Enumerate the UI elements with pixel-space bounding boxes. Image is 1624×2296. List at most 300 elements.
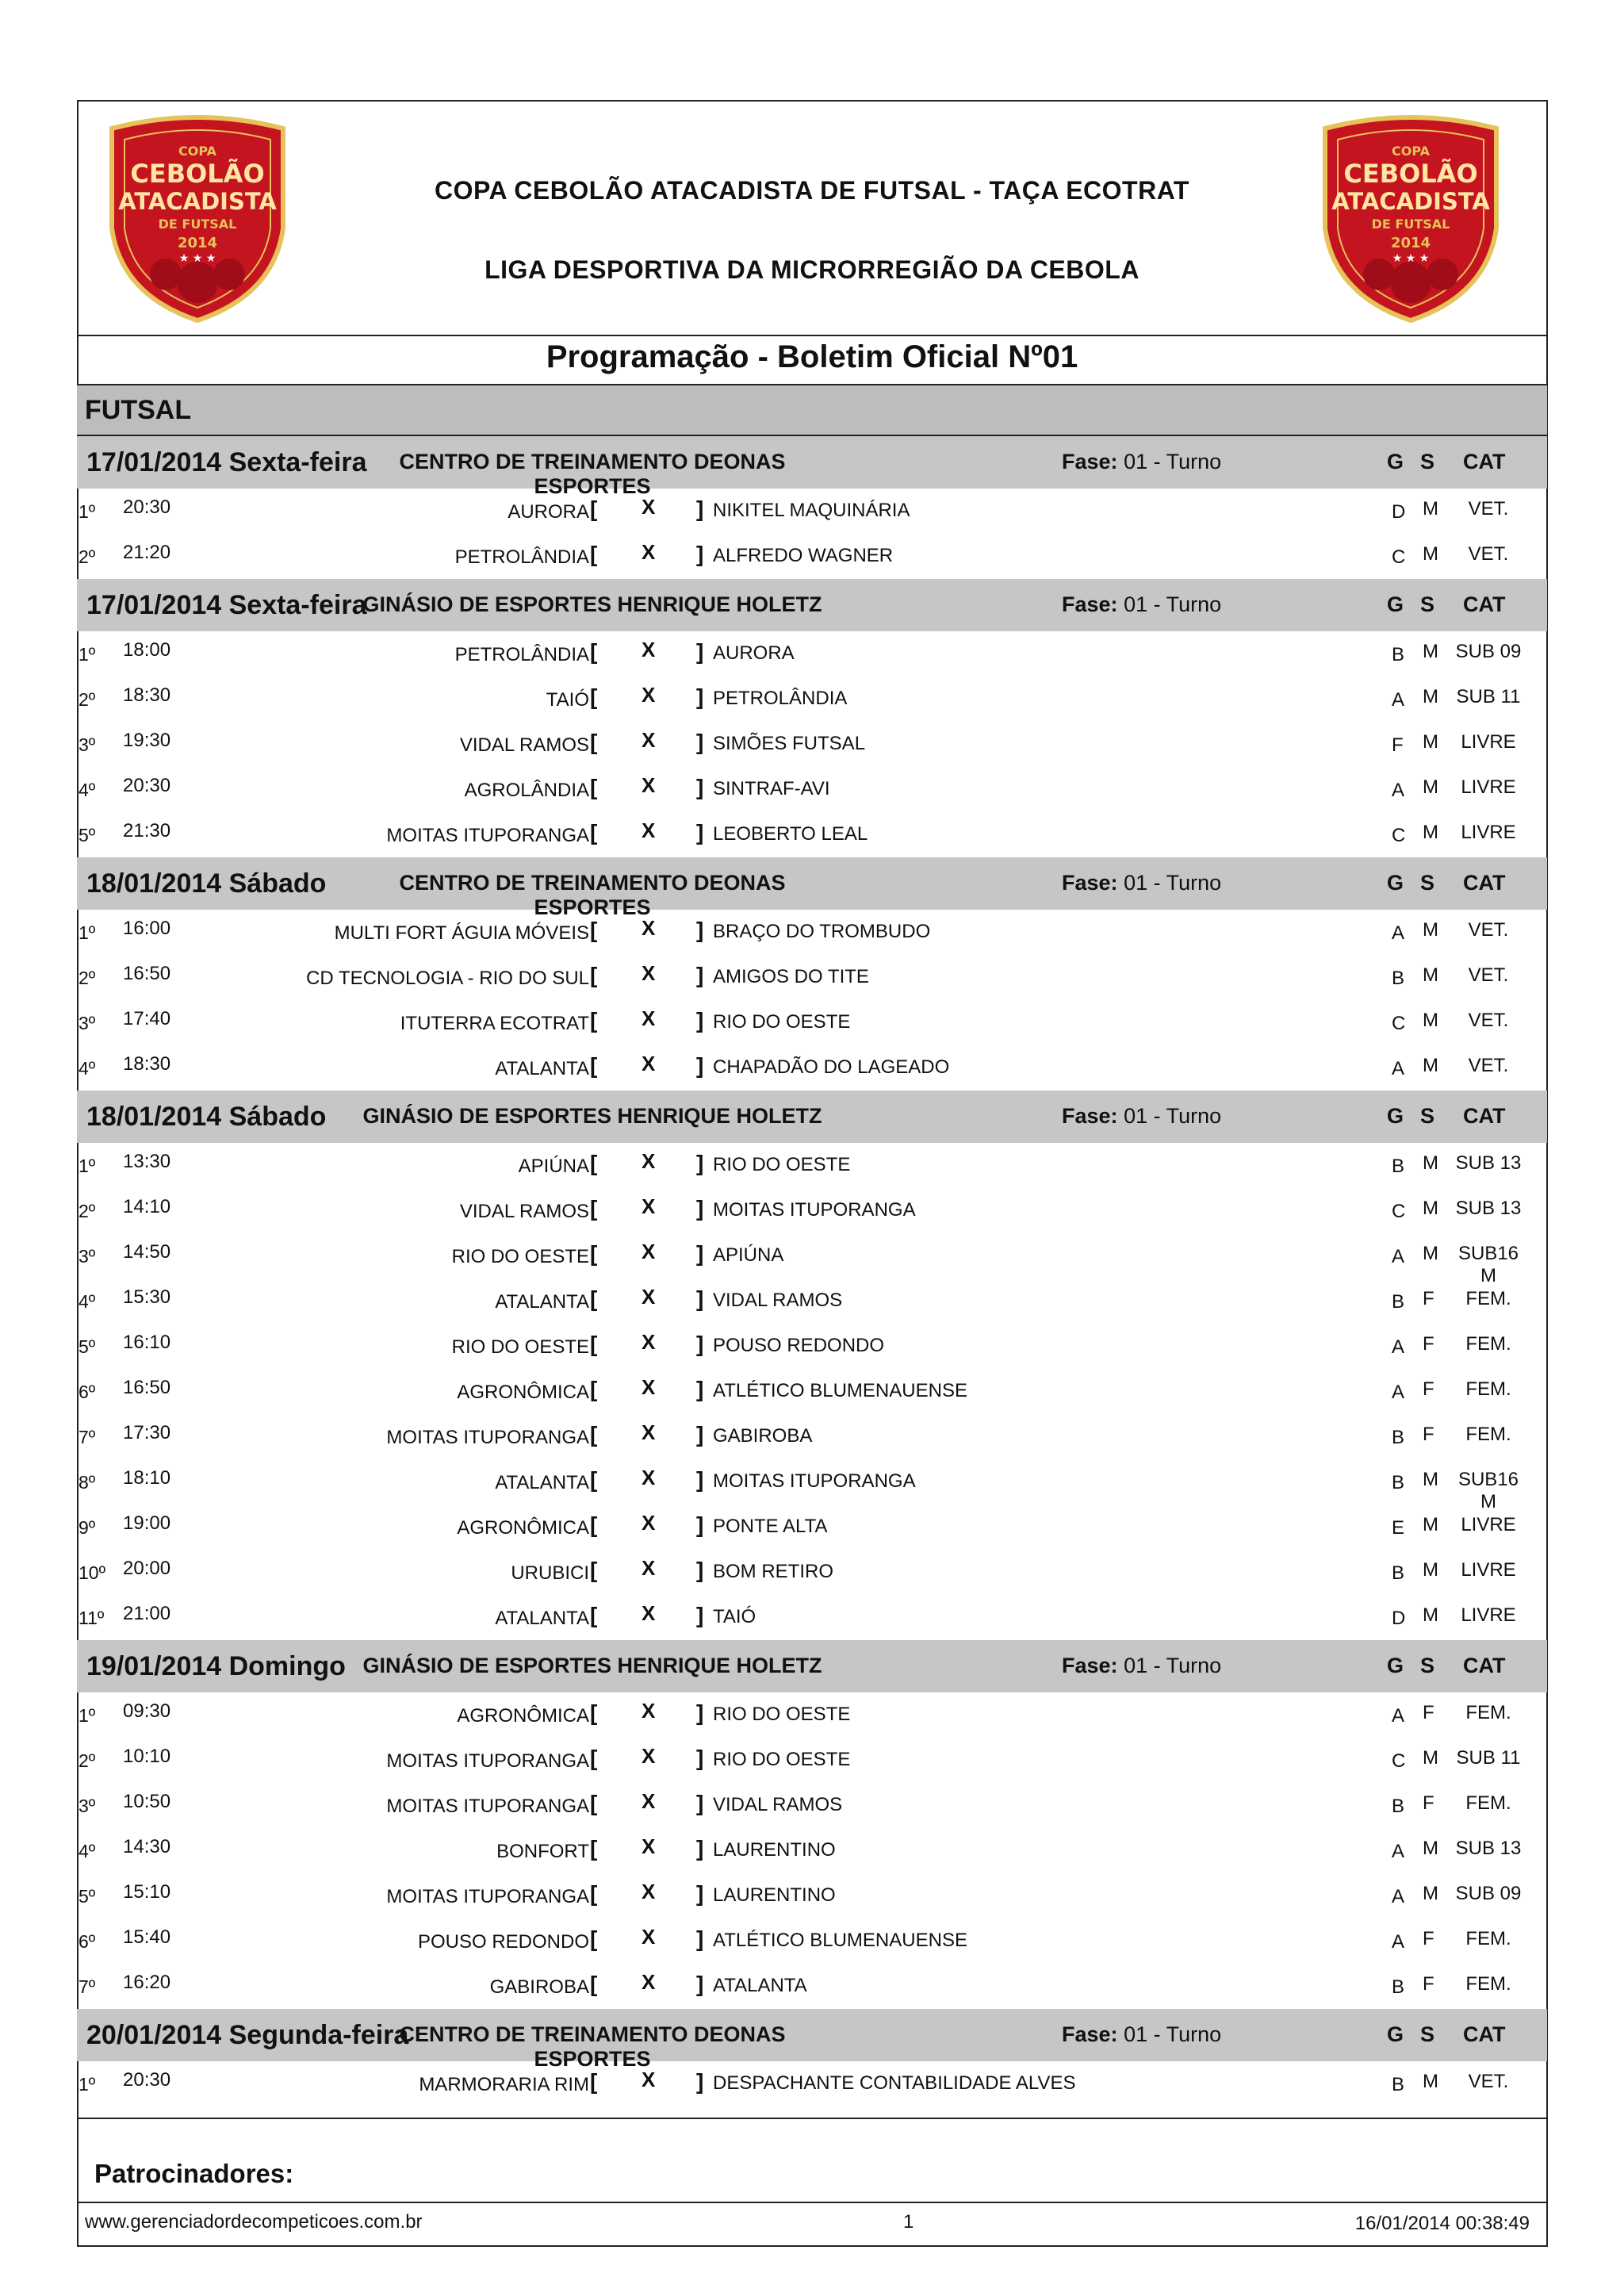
program-title-bar	[77, 336, 1547, 385]
game-time: 20:00	[123, 1558, 171, 1579]
competition-title: COPA CEBOLÃO ATACADISTA DE FUTSAL - TAÇA ECOTRAT	[435, 176, 1189, 205]
footer-url[interactable]: www.gerenciadordecompeticoes.com.br	[85, 2211, 423, 2233]
game-group: A	[1392, 1841, 1405, 1862]
away-team: RIO DO OESTE	[713, 1154, 851, 1175]
versus-mark: X	[642, 1149, 656, 1173]
game-category: FEM.	[1465, 1702, 1511, 1723]
game-sex: M	[1423, 1514, 1438, 1535]
game-row	[77, 1783, 1547, 1828]
away-team: AMIGOS DO TITE	[713, 966, 869, 987]
fase-label: Fase:	[1062, 1654, 1118, 1677]
day-section	[77, 579, 1547, 857]
game-number: 5º	[79, 1336, 96, 1357]
fase-label: Fase:	[1062, 2022, 1118, 2046]
game-number: 5º	[79, 1886, 96, 1907]
versus-mark: X	[642, 1744, 656, 1768]
score-bracket-close: ]	[696, 1512, 704, 1537]
footer	[77, 2202, 1547, 2246]
home-team: APIÚNA	[518, 1156, 589, 1177]
away-team: RIO DO OESTE	[713, 1749, 851, 1770]
versus-mark: X	[642, 773, 656, 797]
fase-label: Fase:	[1062, 1104, 1118, 1128]
game-sex: M	[1423, 919, 1438, 941]
game-category: LIVRE	[1461, 731, 1516, 753]
fase-value: 01 - Turno	[1124, 2022, 1222, 2046]
versus-mark: X	[642, 961, 656, 985]
game-category: VET.	[1468, 919, 1509, 941]
score-bracket-close: ]	[696, 918, 704, 942]
home-team: MOITAS ITUPORANGA	[386, 1750, 589, 1772]
game-row	[77, 1459, 1547, 1512]
section-fase	[1062, 871, 1221, 895]
day-section	[77, 2009, 1547, 2106]
sponsors-label: Patrocinadores:	[94, 2159, 294, 2188]
sponsors-box	[77, 2118, 1547, 2203]
svg-text:DE FUTSAL: DE FUTSAL	[1371, 217, 1450, 232]
away-team: LAURENTINO	[713, 1884, 836, 1906]
game-row	[77, 955, 1547, 1000]
game-sex: M	[1423, 686, 1438, 707]
game-number: 1º	[79, 1705, 96, 1726]
versus-mark: X	[642, 1556, 656, 1580]
versus-mark: X	[642, 1052, 656, 1075]
home-team: AGROLÂNDIA	[464, 780, 589, 801]
section-venue: CENTRO DE TREINAMENTO DEONAS ESPORTES	[399, 450, 786, 498]
score-bracket-close: ]	[696, 1196, 704, 1221]
game-group: A	[1392, 1058, 1405, 1079]
page-number: 1	[903, 2211, 914, 2233]
away-team: SINTRAF-AVI	[713, 778, 830, 799]
score-bracket-close: ]	[696, 1972, 704, 1996]
game-number: 7º	[79, 1976, 96, 1997]
column-header-g: G	[1387, 871, 1404, 895]
score-bracket-close: ]	[696, 1926, 704, 1951]
game-row	[77, 1828, 1547, 1873]
home-team: CD TECNOLOGIA - RIO DO SUL	[306, 968, 589, 989]
game-sex: M	[1423, 1559, 1438, 1581]
copa-cebolao-logo	[1303, 111, 1519, 327]
game-group: B	[1392, 1472, 1405, 1493]
game-sex: M	[1423, 1243, 1438, 1264]
section-date: 18/01/2014 Sábado	[86, 1102, 327, 1132]
away-team: RIO DO OESTE	[713, 1011, 851, 1033]
fase-value: 01 - Turno	[1124, 592, 1222, 616]
game-number: 11º	[79, 1608, 105, 1628]
game-row	[77, 1918, 1547, 1964]
score-bracket-close: ]	[696, 1422, 704, 1447]
versus-mark: X	[642, 1240, 656, 1263]
away-team: POUSO REDONDO	[713, 1335, 885, 1356]
game-category: FEM.	[1465, 1333, 1511, 1355]
game-row	[77, 1324, 1547, 1369]
versus-mark: X	[642, 1699, 656, 1723]
game-time: 20:30	[123, 496, 171, 518]
game-sex: M	[1423, 1010, 1438, 1031]
column-header-g: G	[1387, 592, 1404, 616]
home-team: ATALANTA	[495, 1472, 589, 1493]
game-sex: F	[1423, 1288, 1434, 1309]
column-header-g: G	[1387, 2022, 1404, 2046]
svg-text:2014: 2014	[1390, 235, 1431, 251]
section-venue: GINÁSIO DE ESPORTES HENRIQUE HOLETZ	[362, 592, 822, 616]
game-number: 1º	[79, 1156, 96, 1176]
away-team: GABIROBA	[713, 1425, 813, 1447]
score-bracket-open: [	[590, 1746, 598, 1770]
game-category: LIVRE	[1461, 1514, 1516, 1535]
modality-bar	[77, 385, 1547, 436]
game-sex: M	[1423, 822, 1438, 843]
score-bracket-open: [	[590, 1467, 598, 1492]
versus-mark: X	[642, 2068, 656, 2091]
away-team: ATALANTA	[713, 1975, 807, 1996]
away-team: PETROLÂNDIA	[713, 688, 848, 709]
game-time: 15:30	[123, 1286, 171, 1308]
game-category: LIVRE	[1461, 822, 1516, 843]
fase-value: 01 - Turno	[1124, 450, 1222, 473]
score-bracket-open: [	[590, 2069, 598, 2094]
score-bracket-close: ]	[696, 1467, 704, 1492]
column-header-cat: CAT	[1463, 450, 1506, 473]
game-row	[77, 1873, 1547, 1918]
section-date: 18/01/2014 Sábado	[86, 868, 327, 899]
home-team: MOITAS ITUPORANGA	[386, 825, 589, 846]
home-team: AGRONÔMICA	[457, 1382, 589, 1403]
game-category: FEM.	[1465, 1424, 1511, 1445]
game-row	[77, 1045, 1547, 1091]
score-bracket-close: ]	[696, 1241, 704, 1266]
score-bracket-open: [	[590, 1791, 598, 1815]
game-group: A	[1392, 1246, 1405, 1267]
game-group: D	[1392, 501, 1406, 523]
score-bracket-close: ]	[696, 1746, 704, 1770]
game-category: SUB16 M	[1457, 1469, 1519, 1512]
day-section	[77, 1640, 1547, 2009]
versus-mark: X	[642, 683, 656, 707]
svg-text:CEBOLÃO: CEBOLÃO	[130, 159, 265, 189]
game-time: 21:30	[123, 820, 171, 841]
score-bracket-open: [	[590, 918, 598, 942]
column-header-s: S	[1420, 871, 1435, 895]
score-bracket-close: ]	[696, 1332, 704, 1356]
game-sex: M	[1423, 1198, 1438, 1219]
game-number: 3º	[79, 734, 96, 755]
score-bracket-open: [	[590, 684, 598, 709]
score-bracket-open: [	[590, 1422, 598, 1447]
game-category: SUB 13	[1455, 1198, 1522, 1219]
game-sex: M	[1423, 641, 1438, 662]
home-team: URUBICI	[511, 1562, 589, 1584]
versus-mark: X	[642, 1834, 656, 1858]
game-time: 21:20	[123, 542, 171, 563]
score-bracket-open: [	[590, 639, 598, 664]
versus-mark: X	[642, 1006, 656, 1030]
copa-cebolao-logo	[90, 111, 305, 327]
game-sex: F	[1423, 1424, 1434, 1445]
score-bracket-open: [	[590, 1700, 598, 1725]
versus-mark: X	[642, 1970, 656, 1994]
score-bracket-open: [	[590, 1053, 598, 1078]
versus-mark: X	[642, 1511, 656, 1535]
game-group: C	[1392, 1750, 1406, 1772]
away-team: ALFREDO WAGNER	[713, 545, 894, 566]
away-team: PONTE ALTA	[713, 1516, 828, 1537]
game-time: 18:10	[123, 1467, 171, 1489]
home-team: GABIROBA	[489, 1976, 589, 1998]
game-category: FEM.	[1465, 1378, 1511, 1400]
game-category: SUB 11	[1456, 686, 1521, 707]
game-sex: M	[1423, 731, 1438, 753]
column-header-cat: CAT	[1463, 1654, 1506, 1677]
home-team: ATALANTA	[495, 1058, 589, 1079]
schedule-sections	[77, 436, 1547, 2106]
game-row	[77, 767, 1547, 812]
versus-mark: X	[642, 638, 656, 661]
game-time: 17:30	[123, 1422, 171, 1443]
game-time: 15:10	[123, 1881, 171, 1903]
game-row	[77, 1738, 1547, 1783]
game-row	[77, 1504, 1547, 1550]
game-number: 2º	[79, 1201, 96, 1221]
game-row	[77, 1000, 1547, 1045]
score-bracket-close: ]	[696, 1053, 704, 1078]
game-category: LIVRE	[1461, 1604, 1516, 1626]
away-team: VIDAL RAMOS	[713, 1794, 843, 1815]
game-category: VET.	[1468, 543, 1509, 565]
game-category: VET.	[1468, 1055, 1509, 1076]
score-bracket-close: ]	[696, 542, 704, 566]
game-time: 18:30	[123, 684, 171, 706]
game-group: A	[1392, 780, 1405, 801]
home-team: AGRONÔMICA	[457, 1517, 589, 1539]
game-row	[77, 631, 1547, 677]
score-bracket-open: [	[590, 1926, 598, 1951]
game-group: B	[1392, 1291, 1405, 1313]
section-fase	[1062, 592, 1221, 617]
score-bracket-close: ]	[696, 1603, 704, 1627]
column-header-cat: CAT	[1463, 2022, 1506, 2046]
home-team: MULTI FORT ÁGUIA MÓVEIS	[334, 922, 589, 944]
versus-mark: X	[642, 818, 656, 842]
versus-mark: X	[642, 1194, 656, 1218]
game-number: 8º	[79, 1472, 96, 1493]
home-team: VIDAL RAMOS	[459, 734, 589, 756]
home-team: ATALANTA	[495, 1291, 589, 1313]
column-header-cat: CAT	[1463, 1104, 1506, 1128]
svg-text:DE FUTSAL: DE FUTSAL	[158, 217, 237, 232]
game-number: 2º	[79, 968, 96, 988]
section-fase	[1062, 1654, 1221, 1678]
game-group: C	[1392, 1013, 1406, 1034]
home-team: PETROLÂNDIA	[454, 546, 589, 568]
game-number: 4º	[79, 1841, 96, 1861]
home-team: BONFORT	[496, 1841, 589, 1862]
game-number: 2º	[79, 1750, 96, 1771]
game-group: A	[1392, 1931, 1405, 1953]
section-header	[77, 857, 1547, 919]
game-time: 20:30	[123, 2069, 171, 2091]
section-header	[77, 2009, 1547, 2071]
score-bracket-open: [	[590, 1881, 598, 1906]
section-header	[77, 579, 1547, 631]
svg-text:COPA: COPA	[178, 144, 216, 159]
column-header-cat: CAT	[1463, 592, 1506, 616]
away-team: SIMÕES FUTSAL	[713, 733, 866, 754]
svg-text:★ ★ ★: ★ ★ ★	[1392, 252, 1430, 265]
section-fase	[1062, 1104, 1221, 1129]
game-category: VET.	[1468, 964, 1509, 986]
section-fase	[1062, 2022, 1221, 2047]
section-header	[77, 1091, 1547, 1143]
away-team: VIDAL RAMOS	[713, 1290, 843, 1311]
home-team: MOITAS ITUPORANGA	[386, 1427, 589, 1448]
game-number: 1º	[79, 501, 96, 522]
game-time: 16:20	[123, 1972, 171, 1993]
score-bracket-close: ]	[696, 1377, 704, 1401]
column-header-s: S	[1420, 450, 1435, 473]
game-number: 2º	[79, 546, 96, 567]
score-bracket-close: ]	[696, 1008, 704, 1033]
game-number: 2º	[79, 689, 96, 710]
game-sex: M	[1423, 2071, 1438, 2092]
game-row	[77, 1188, 1547, 1233]
game-time: 19:30	[123, 730, 171, 751]
score-bracket-open: [	[590, 820, 598, 845]
section-venue: CENTRO DE TREINAMENTO DEONAS ESPORTES	[399, 2022, 786, 2071]
away-team: MOITAS ITUPORANGA	[713, 1199, 916, 1221]
game-sex: M	[1423, 1604, 1438, 1626]
print-timestamp: 16/01/2014 00:38:49	[1354, 2213, 1530, 2234]
game-group: B	[1392, 1796, 1405, 1817]
game-sex: M	[1423, 543, 1438, 565]
home-team: POUSO REDONDO	[417, 1931, 589, 1953]
game-number: 3º	[79, 1796, 96, 1816]
versus-mark: X	[642, 495, 656, 519]
game-row	[77, 489, 1547, 534]
home-team: RIO DO OESTE	[451, 1246, 589, 1267]
game-category: LIVRE	[1461, 776, 1516, 798]
section-date: 19/01/2014 Domingo	[86, 1651, 346, 1681]
versus-mark: X	[642, 1880, 656, 1903]
column-header-g: G	[1387, 450, 1404, 473]
game-time: 10:50	[123, 1791, 171, 1812]
game-row	[77, 1550, 1547, 1595]
fase-label: Fase:	[1062, 871, 1118, 895]
game-number: 10º	[79, 1562, 105, 1583]
game-sex: F	[1423, 1792, 1434, 1814]
game-time: 16:50	[123, 963, 171, 984]
game-number: 1º	[79, 2074, 96, 2095]
game-time: 17:40	[123, 1008, 171, 1029]
column-header-g: G	[1387, 1654, 1404, 1677]
game-number: 3º	[79, 1013, 96, 1033]
game-number: 6º	[79, 1382, 96, 1402]
away-team: MOITAS ITUPORANGA	[713, 1470, 916, 1492]
away-team: BOM RETIRO	[713, 1561, 834, 1582]
game-group: D	[1392, 1608, 1406, 1629]
game-number: 4º	[79, 1058, 96, 1079]
game-group: A	[1392, 1705, 1405, 1727]
home-team: TAIÓ	[546, 689, 589, 711]
game-category: FEM.	[1465, 1928, 1511, 1949]
game-row	[77, 1964, 1547, 2009]
score-bracket-open: [	[590, 1151, 598, 1175]
score-bracket-close: ]	[696, 1151, 704, 1175]
game-number: 7º	[79, 1427, 96, 1447]
game-category: VET.	[1468, 2071, 1509, 2092]
game-sex: M	[1423, 964, 1438, 986]
day-section	[77, 1091, 1547, 1640]
away-team: RIO DO OESTE	[713, 1704, 851, 1725]
versus-mark: X	[642, 1330, 656, 1354]
game-group: A	[1392, 1382, 1405, 1403]
game-row	[77, 1595, 1547, 1640]
section-venue: CENTRO DE TREINAMENTO DEONAS ESPORTES	[399, 871, 786, 919]
score-bracket-close: ]	[696, 639, 704, 664]
home-team: ATALANTA	[495, 1608, 589, 1629]
column-header-s: S	[1420, 1104, 1435, 1128]
modality-label: FUTSAL	[85, 395, 192, 425]
game-sex: M	[1423, 498, 1438, 519]
game-number: 5º	[79, 825, 96, 845]
game-group: C	[1392, 1201, 1406, 1222]
score-bracket-open: [	[590, 1603, 598, 1627]
league-name: LIGA DESPORTIVA DA MICRORREGIÃO DA CEBOLA	[485, 255, 1139, 284]
game-group: A	[1392, 922, 1405, 944]
game-number: 1º	[79, 922, 96, 943]
game-sex: F	[1423, 1378, 1434, 1400]
fase-label: Fase:	[1062, 592, 1118, 616]
score-bracket-open: [	[590, 1196, 598, 1221]
game-row	[77, 534, 1547, 579]
versus-mark: X	[642, 916, 656, 940]
game-time: 20:30	[123, 775, 171, 796]
game-row	[77, 1233, 1547, 1286]
game-row	[77, 722, 1547, 767]
fase-value: 01 - Turno	[1124, 1104, 1222, 1128]
game-group: E	[1392, 1517, 1405, 1539]
home-team: AGRONÔMICA	[457, 1705, 589, 1727]
versus-mark: X	[642, 728, 656, 752]
game-group: B	[1392, 1156, 1405, 1177]
game-group: B	[1392, 1562, 1405, 1584]
game-row	[77, 812, 1547, 857]
bulletin-page	[77, 100, 1547, 2246]
game-sex: M	[1423, 1055, 1438, 1076]
section-header	[77, 1640, 1547, 1692]
game-group: B	[1392, 644, 1405, 665]
away-team: APIÚNA	[713, 1244, 784, 1266]
day-section	[77, 436, 1547, 579]
score-bracket-open: [	[590, 1241, 598, 1266]
section-venue: GINÁSIO DE ESPORTES HENRIQUE HOLETZ	[362, 1654, 822, 1677]
game-time: 14:30	[123, 1836, 171, 1857]
away-team: ATLÉTICO BLUMENAUENSE	[713, 1930, 967, 1951]
away-team: LEOBERTO LEAL	[713, 823, 868, 845]
svg-text:COPA: COPA	[1392, 144, 1430, 159]
score-bracket-close: ]	[696, 2069, 704, 2094]
home-team: MARMORARIA RIM	[419, 2074, 589, 2095]
game-category: VET.	[1468, 1010, 1509, 1031]
versus-mark: X	[642, 1601, 656, 1625]
home-team: PETROLÂNDIA	[454, 644, 589, 665]
game-row	[77, 910, 1547, 955]
versus-mark: X	[642, 540, 656, 564]
game-row	[77, 1278, 1547, 1324]
game-category: FEM.	[1465, 1792, 1511, 1814]
game-group: B	[1392, 1976, 1405, 1998]
game-sex: F	[1423, 1333, 1434, 1355]
score-bracket-open: [	[590, 1377, 598, 1401]
